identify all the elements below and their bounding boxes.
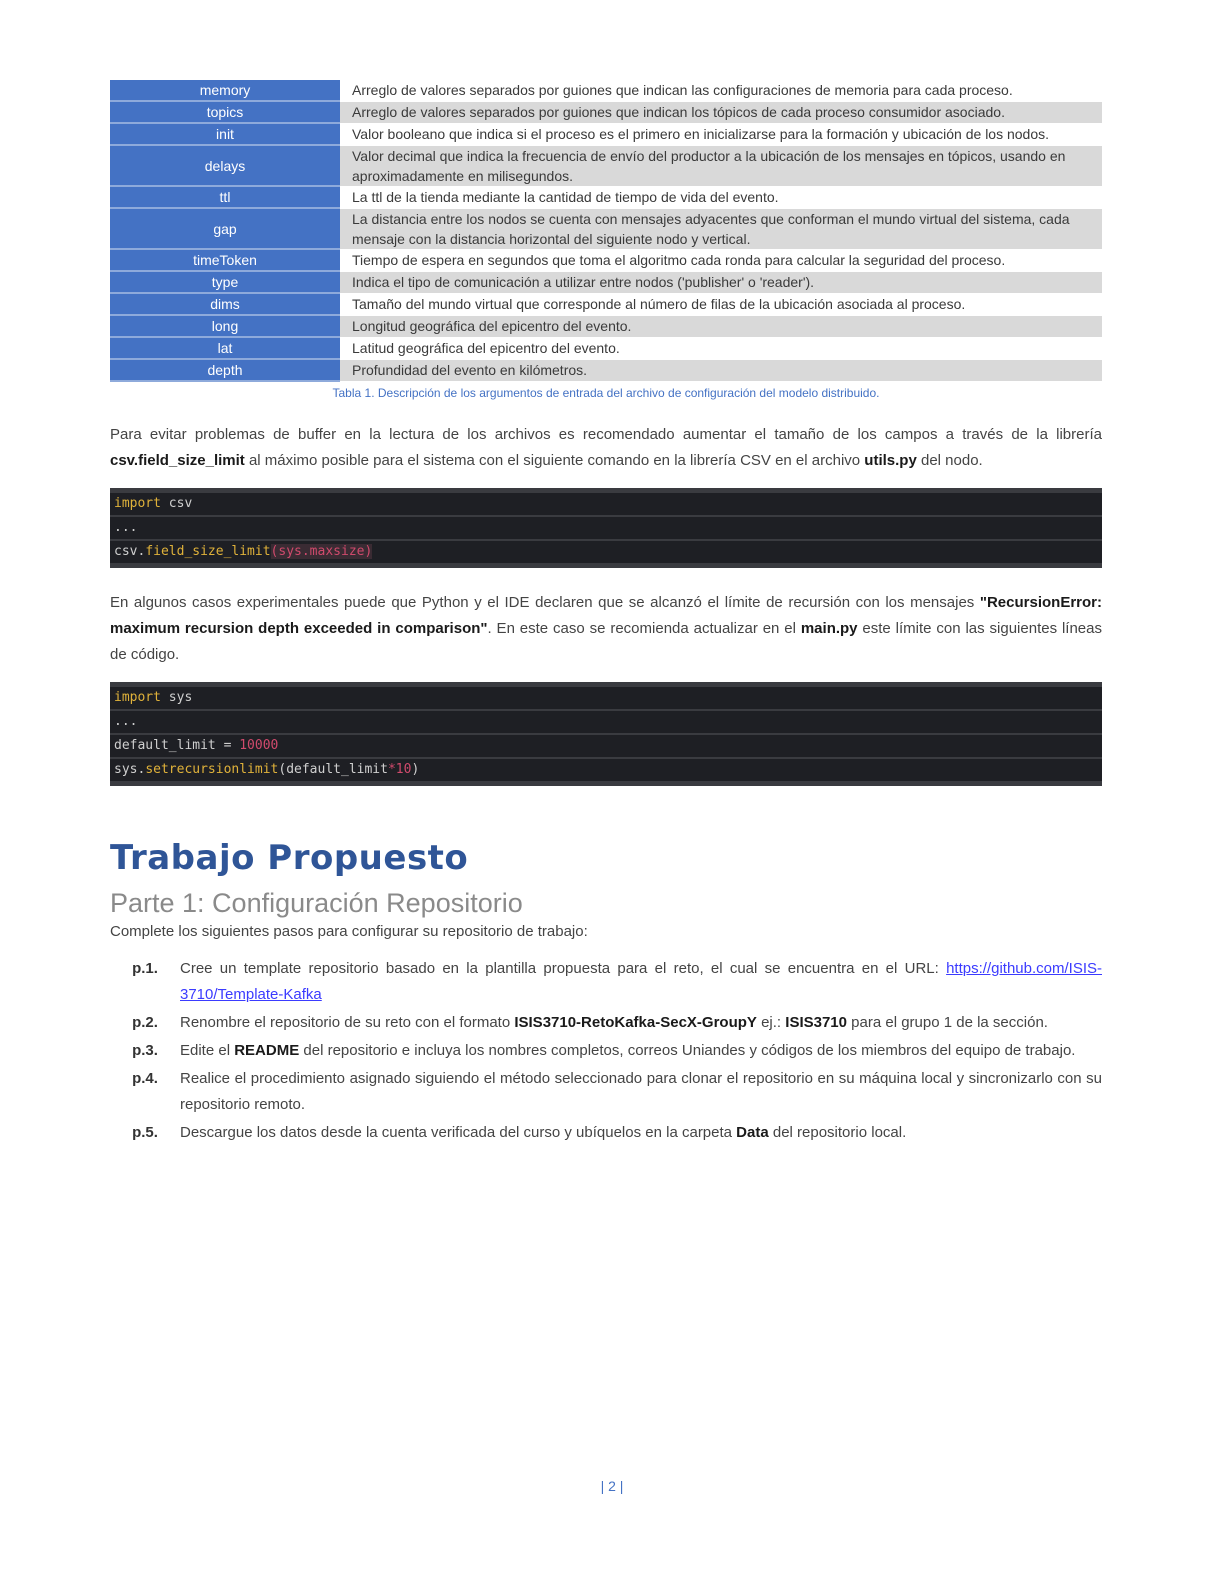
code-keyword: import xyxy=(114,690,161,705)
step-text-part: Realice el procedimiento asignado siguiendo el método seleccionado para clonar el repositorio en su máquina local y sincronizarlo con su repositorio remoto. xyxy=(180,1070,1102,1113)
code-line xyxy=(110,541,1102,563)
step-text xyxy=(180,1010,1102,1036)
code-text: csv xyxy=(160,496,193,511)
table-row xyxy=(110,101,1102,123)
code-text: csv. xyxy=(114,544,146,559)
step-text-part: Renombre el repositorio de su reto con el formato xyxy=(180,1014,515,1031)
code-text: default_limit = xyxy=(114,738,240,753)
parameter-name: type xyxy=(110,271,340,293)
code-line xyxy=(110,711,1102,735)
paragraph-text: En algunos casos experimentales puede que Python y el IDE declaren que se alcanzó el límite de recursión con los mensajes xyxy=(110,594,980,611)
table-row xyxy=(110,271,1102,293)
code-function: field_size_limit xyxy=(145,544,271,559)
step-text-part: del repositorio e incluya los nombres completos, correos Uniandes y códigos de los miembros del equipo de trabajo. xyxy=(299,1042,1076,1059)
table-caption: Tabla 1. Descripción de los argumentos de entrada del archivo de configuración del modelo distribuido. xyxy=(332,386,880,400)
code-keyword: import xyxy=(114,496,161,511)
paragraph-text: del nodo. xyxy=(916,452,983,469)
error-message: "RecursionError: maximum recursion depth exceeded in comparison" xyxy=(110,594,1102,637)
code-line xyxy=(110,687,1102,711)
table-row xyxy=(110,337,1102,359)
parameter-name: gap xyxy=(110,208,340,249)
code-number: 10000 xyxy=(239,738,279,753)
step-text xyxy=(180,1038,1102,1064)
code-function: setrecursionlimit xyxy=(145,762,279,777)
paragraph-recursion xyxy=(110,590,1102,668)
table-row xyxy=(110,293,1102,315)
parameter-description: Valor booleano que indica si el proceso es el primero en inicializarse para la formación y ubicación de los nodos. xyxy=(340,123,1102,145)
parameter-description: Valor decimal que indica la frecuencia de envío del productor a la ubicación de los mensajes en tópicos, usando en aproximadamente en milisegundos. xyxy=(340,145,1102,186)
table-row xyxy=(110,249,1102,271)
parameter-name: delays xyxy=(110,145,340,186)
page-number: | 2 | xyxy=(600,1478,624,1494)
step-text xyxy=(180,956,1102,1008)
step-text-part: ej.: xyxy=(756,1014,786,1031)
code-text: sys xyxy=(160,690,193,705)
parameter-name: memory xyxy=(110,80,340,101)
parameter-name: lat xyxy=(110,337,340,359)
parameter-description: Indica el tipo de comunicación a utilizar entre nodos ('publisher' o 'reader'). xyxy=(340,271,1102,293)
list-item xyxy=(110,1120,1102,1146)
inline-code: csv.field_size_limit xyxy=(110,452,245,469)
table-row xyxy=(110,186,1102,208)
step-text-part: Cree un template repositorio basado en la plantilla propuesta para el reto, el cual se encuentra en el URL: xyxy=(180,960,947,977)
code-line xyxy=(110,759,1102,781)
code-line xyxy=(110,735,1102,759)
code-block-csv xyxy=(110,488,1102,568)
repo-name-format: ISIS3710-RetoKafka-SecX-GroupY xyxy=(514,1014,757,1031)
table-row xyxy=(110,359,1102,381)
code-text: ) xyxy=(411,762,420,777)
step-text-part: del repositorio local. xyxy=(768,1124,907,1141)
code-text: sys. xyxy=(114,762,146,777)
table-row xyxy=(110,145,1102,186)
step-number: p.2. xyxy=(132,1014,158,1031)
code-number: *10 xyxy=(387,762,412,777)
parameter-name: long xyxy=(110,315,340,337)
paragraph-text: al máximo posible para el sistema con el siguiente comando en la librería xyxy=(244,452,741,469)
inline-filename: utils.py xyxy=(864,452,917,469)
repo-name-example: ISIS3710 xyxy=(785,1014,847,1031)
step-text-part: para el grupo 1 de la sección. xyxy=(847,1014,1048,1031)
parameters-table xyxy=(110,80,1102,382)
code-line xyxy=(110,493,1102,517)
step-number: p.4. xyxy=(132,1070,158,1087)
step-number: p.5. xyxy=(132,1124,158,1141)
parameter-name: ttl xyxy=(110,186,340,208)
parameter-description: Longitud geográfica del epicentro del evento. xyxy=(340,315,1102,337)
parameter-name: topics xyxy=(110,101,340,123)
step-text xyxy=(180,1120,1102,1146)
step-number: p.3. xyxy=(132,1042,158,1059)
inline-filename: main.py xyxy=(800,620,858,637)
parameter-description: La distancia entre los nodos se cuenta con mensajes adyacentes que conforman el mundo virtual del sistema, cada mensaje con la distancia horizontal del siguiente nodo y vertical. xyxy=(340,208,1102,249)
template-repo-link[interactable]: https://github.com/ISIS-3710/Template-Kafka xyxy=(180,960,1102,1003)
data-folder-label: Data xyxy=(736,1124,769,1141)
code-text: ... xyxy=(114,714,138,729)
parameter-description: Tamaño del mundo virtual que corresponde al número de filas de la ubicación asociada al proceso. xyxy=(340,293,1102,315)
code-text: ... xyxy=(114,520,138,535)
step-number: p.1. xyxy=(132,960,158,977)
parameter-description: Profundidad del evento en kilómetros. xyxy=(340,359,1102,381)
list-item xyxy=(110,956,1102,1008)
readme-label: README xyxy=(234,1042,300,1059)
paragraph-text: este límite con las siguientes líneas de código. xyxy=(110,620,1102,663)
parameter-name: timeToken xyxy=(110,249,340,271)
section-subtitle: Parte 1: Configuración Repositorio xyxy=(110,888,523,918)
table-row xyxy=(110,123,1102,145)
step-text xyxy=(180,1066,1102,1118)
step-text-part: Descargue los datos desde la cuenta verificada del curso y ubíquelos en la carpeta xyxy=(180,1124,737,1141)
document-page xyxy=(110,80,1102,1148)
parameter-name: init xyxy=(110,123,340,145)
parameter-description: Latitud geográfica del epicentro del evento. xyxy=(340,337,1102,359)
parameter-name: depth xyxy=(110,359,340,381)
paragraph-text: CSV en el archivo xyxy=(740,452,865,469)
table-row xyxy=(110,315,1102,337)
paragraph-text: . En este caso se recomienda actualizar en el xyxy=(487,620,801,637)
table-row xyxy=(110,80,1102,101)
code-argument: (sys.maxsize) xyxy=(270,544,373,559)
parameter-description: Tiempo de espera en segundos que toma el algoritmo cada ronda para calcular la seguridad del proceso. xyxy=(340,249,1102,271)
parameter-name: dims xyxy=(110,293,340,315)
section-title: Trabajo Propuesto xyxy=(110,838,469,878)
table-row xyxy=(110,208,1102,249)
paragraph-text: Para evitar problemas de buffer en la lectura de los archivos es recomendado aumentar el tamaño de los campos a través de la librería xyxy=(110,426,1102,443)
paragraph-buffer xyxy=(110,422,1102,474)
list-item xyxy=(110,1066,1102,1118)
list-item xyxy=(110,1038,1102,1064)
code-line xyxy=(110,517,1102,541)
list-item xyxy=(110,1010,1102,1036)
parameter-description: Arreglo de valores separados por guiones que indican las configuraciones de memoria para cada proceso. xyxy=(340,80,1102,101)
step-text-part: Edite el xyxy=(180,1042,235,1059)
steps-list xyxy=(110,956,1102,1146)
section-intro: Complete los siguientes pasos para configurar su repositorio de trabajo: xyxy=(110,923,588,940)
code-argument: (default_limit xyxy=(278,762,388,777)
parameter-description: Arreglo de valores separados por guiones que indican los tópicos de cada proceso consumidor asociado. xyxy=(340,101,1102,123)
code-block-recursion xyxy=(110,682,1102,786)
parameter-description: La ttl de la tienda mediante la cantidad de tiempo de vida del evento. xyxy=(340,186,1102,208)
